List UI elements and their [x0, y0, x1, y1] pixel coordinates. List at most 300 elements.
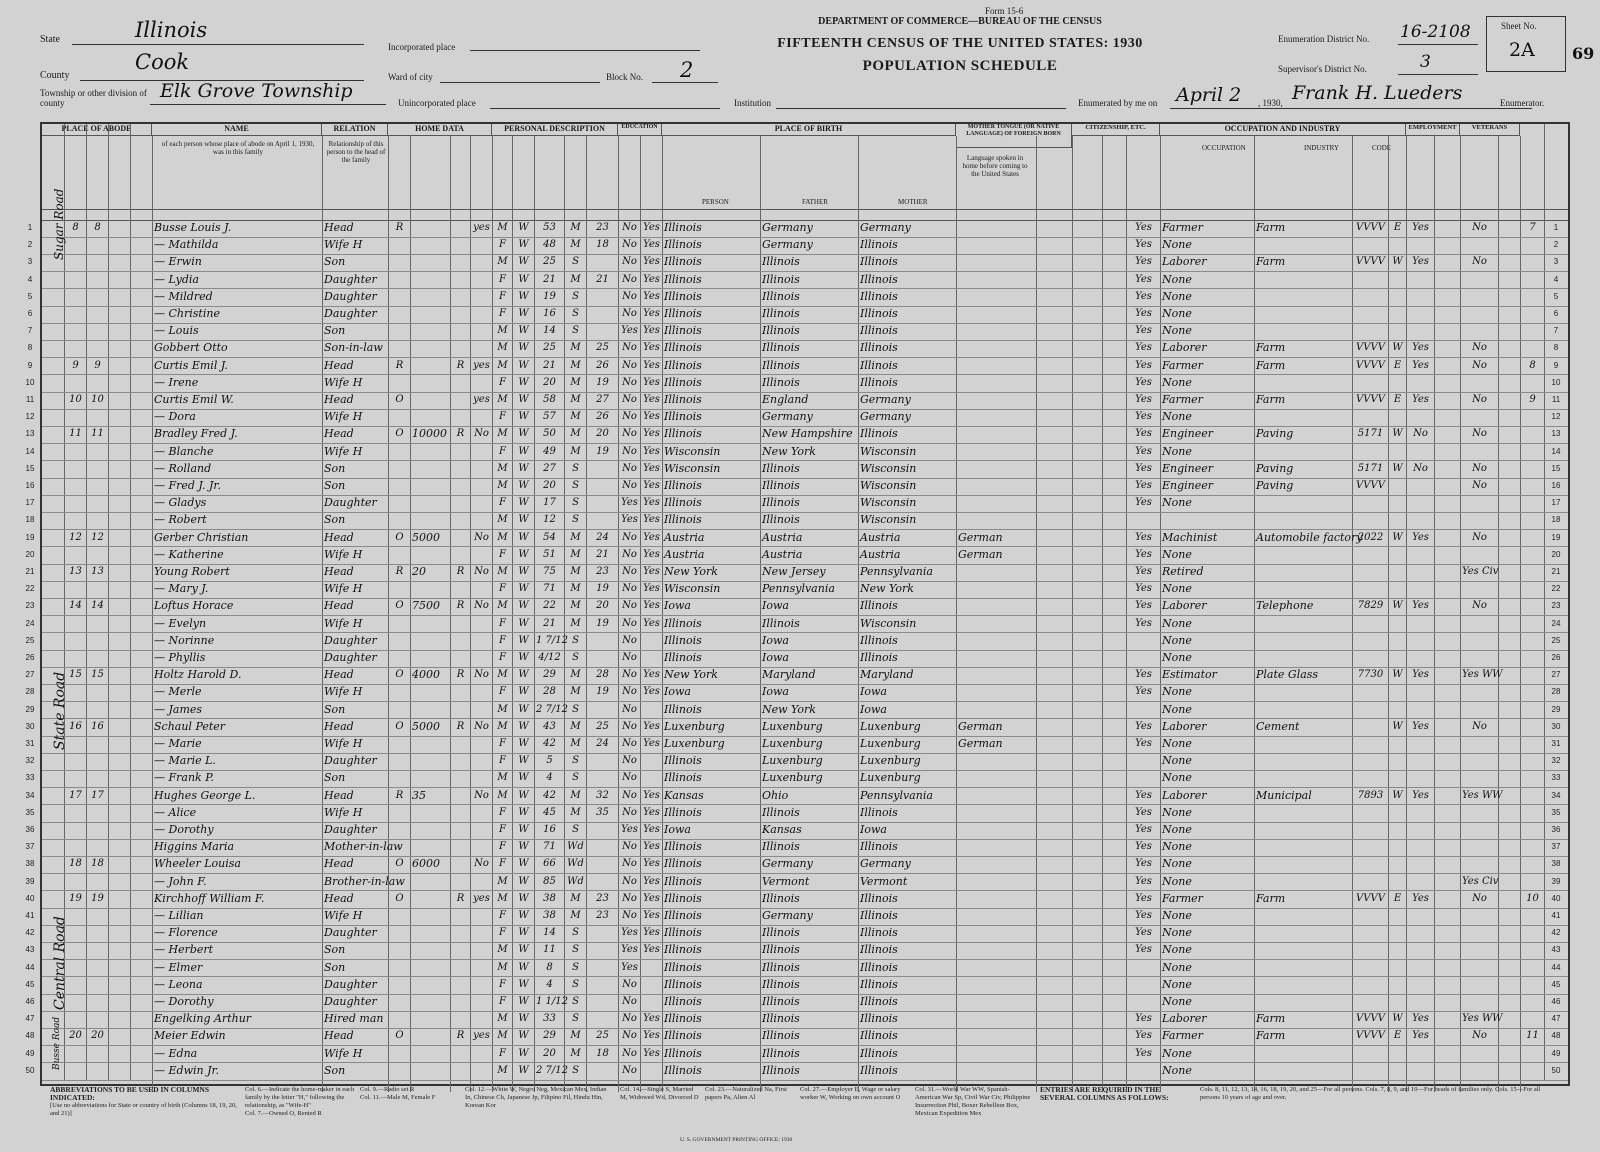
cell-radio — [452, 409, 469, 425]
cell-work: Yes — [1135, 531, 1152, 543]
cell-age-marr: 23 — [596, 222, 609, 233]
cell-radio — [452, 633, 469, 649]
cell-rel: Son — [324, 513, 346, 527]
cell-nf — [1522, 547, 1543, 563]
cell-cls — [1390, 994, 1405, 1010]
cell-birth: Wisconsin — [664, 461, 721, 475]
cell-dwelling — [66, 650, 85, 666]
cell-name: Gobbert Otto — [154, 341, 228, 355]
cell-value — [412, 1011, 449, 1027]
cell-sex: M — [497, 359, 508, 371]
cell-sex: F — [499, 806, 506, 818]
cell-cls: E — [1393, 359, 1402, 371]
cell-name: — Mary J. — [154, 582, 209, 596]
cell-tenure — [390, 925, 409, 941]
industry-header: INDUSTRY — [1304, 144, 1340, 152]
cell-marital: S — [572, 978, 579, 990]
cell-nf — [1522, 805, 1543, 821]
cell-name: Curtis Emil W. — [154, 393, 234, 406]
cell-sex: M — [497, 875, 508, 887]
cell-code — [1354, 1046, 1387, 1062]
cell-race: W — [518, 514, 529, 526]
cell-read: Yes — [643, 445, 660, 457]
cell-birth: Illinois — [664, 857, 702, 871]
cell-rel: Son — [324, 479, 346, 492]
cell-father: Illinois — [762, 926, 800, 940]
cell-mother: Iowa — [860, 823, 887, 836]
street-label-2: State Road — [52, 671, 68, 750]
cell-birth: Illinois — [664, 238, 702, 252]
cell-ind — [1256, 237, 1351, 253]
cell-mother: Vermont — [860, 874, 908, 888]
cell-race: W — [518, 325, 529, 337]
cell-family: 15 — [91, 669, 104, 681]
cell-tenure — [390, 581, 409, 597]
cell-race: W — [518, 600, 529, 612]
cell-sex: F — [499, 910, 506, 921]
line-number-left: 6 — [27, 309, 33, 318]
cell-mother: Wisconsin — [860, 513, 917, 527]
cell-age-marr: 19 — [596, 583, 609, 595]
cell-school: No — [622, 703, 637, 715]
cell-father: Luxenburg — [762, 737, 823, 750]
table-row — [25, 461, 1568, 479]
cell-school: Yes — [621, 514, 638, 526]
cell-code: 2022 — [1357, 531, 1384, 543]
cell-cls: W — [1392, 600, 1403, 612]
cell-occ: Laborer — [1162, 599, 1207, 613]
cell-code: 5171 — [1357, 428, 1384, 440]
cell-age: 4/12 — [538, 652, 561, 663]
cell-mother: Illinois — [860, 307, 898, 320]
cell-age: 29 — [543, 1030, 556, 1042]
cell-radio — [452, 874, 469, 890]
cell-birth: Kansas — [664, 788, 704, 802]
cell-age-marr: 32 — [596, 789, 609, 801]
cell-race: W — [518, 1013, 529, 1025]
cell-cls — [1390, 306, 1405, 322]
table-row — [25, 788, 1568, 806]
cell-age: 5 — [546, 755, 553, 767]
cell-name: — Mathilda — [154, 238, 219, 252]
cell-read: Yes — [643, 308, 660, 319]
cell-rel: Wife H — [324, 1046, 363, 1060]
cell-nf: 9 — [1529, 394, 1536, 405]
cell-dwelling — [66, 753, 85, 769]
cell-read: Yes — [643, 738, 660, 749]
cell-mother: Wisconsin — [860, 444, 917, 458]
cell-rel: Wife H — [324, 444, 363, 458]
cell-work: Yes — [1135, 910, 1152, 921]
cell-birth: Iowa — [664, 685, 691, 699]
line-number-right: 7 — [1553, 326, 1559, 336]
cell-vet: No — [1472, 531, 1487, 543]
cell-cls — [1390, 616, 1405, 632]
cell-race: W — [518, 617, 529, 629]
cell-school: No — [622, 892, 637, 904]
cell-value: 35 — [412, 788, 426, 802]
cell-tenure — [390, 770, 409, 786]
line-number-right: 29 — [1551, 704, 1561, 714]
line-number-right: 11 — [1551, 395, 1561, 404]
cell-age-marr: 18 — [596, 1047, 609, 1059]
group-education: EDUCATION — [618, 124, 662, 136]
cell-ind — [1256, 736, 1351, 752]
cell-marital: S — [572, 462, 579, 474]
cell-value — [412, 237, 449, 253]
cell-farm — [472, 925, 491, 941]
cell-family — [88, 633, 107, 649]
cell-occ: None — [1162, 943, 1192, 957]
cell-rel: Head — [324, 788, 354, 802]
cell-value — [412, 684, 449, 700]
cell-radio — [452, 1046, 469, 1062]
cell-rel: Son — [324, 771, 346, 785]
cell-cls — [1390, 977, 1405, 993]
cell-lang — [958, 323, 1035, 339]
cell-occ: None — [1162, 737, 1192, 750]
cell-code — [1354, 616, 1387, 632]
cell-read: Yes — [643, 548, 660, 560]
cell-tenure — [390, 340, 409, 356]
cell-nf — [1522, 856, 1543, 872]
cell-code: VVVV — [1356, 1013, 1385, 1025]
line-number-left: 43 — [25, 945, 35, 955]
cell-occ: Farmer — [1162, 1029, 1203, 1043]
cell-emp — [1408, 323, 1433, 339]
cell-age: 25 — [543, 342, 556, 354]
cell-name: — Dorothy — [154, 823, 214, 836]
cell-vet — [1462, 770, 1497, 786]
cell-work: Yes — [1135, 428, 1152, 440]
cell-dwelling — [66, 960, 85, 976]
table-row — [25, 581, 1568, 599]
table-row — [25, 736, 1568, 754]
cell-name: — Leona — [154, 977, 203, 991]
cell-vet — [1462, 547, 1497, 563]
cell-tenure: O — [395, 858, 404, 870]
cell-sex: M — [497, 1030, 508, 1042]
cell-value: 10000 — [412, 427, 447, 441]
cell-farm — [472, 736, 491, 752]
cell-code — [1354, 719, 1387, 735]
cell-vet: No — [1472, 600, 1487, 612]
cell-mother: Maryland — [860, 668, 914, 682]
table-row — [25, 530, 1568, 548]
line-number-right: 47 — [1551, 1014, 1561, 1024]
cell-work: Yes — [1135, 841, 1152, 853]
cell-vet — [1462, 650, 1497, 666]
cell-value: 5000 — [412, 719, 440, 733]
cell-ind — [1256, 839, 1351, 855]
line-number-left: 25 — [25, 635, 35, 645]
cell-father: Illinois — [762, 1012, 800, 1026]
cell-lang: German — [958, 737, 1003, 750]
group-citizenship: CITIZENSHIP, ETC. — [1072, 124, 1160, 136]
cell-sex: M — [497, 514, 508, 526]
cell-birth: Illinois — [664, 702, 702, 716]
cell-cls: E — [1393, 222, 1402, 233]
cell-emp — [1408, 770, 1433, 786]
cell-tenure — [390, 289, 409, 305]
cell-read: Yes — [643, 566, 660, 577]
cell-work: Yes — [1135, 308, 1152, 319]
cell-mother: Illinois — [860, 805, 898, 819]
table-row — [25, 805, 1568, 823]
cell-emp — [1408, 805, 1433, 821]
cell-ind — [1256, 1063, 1351, 1079]
line-number-right: 1 — [1553, 223, 1559, 232]
cell-work: Yes — [1135, 1013, 1152, 1025]
cell-value — [412, 1046, 449, 1062]
cell-age-marr: 26 — [596, 359, 609, 371]
line-number-left: 3 — [27, 257, 33, 267]
line-number-left: 18 — [25, 515, 35, 525]
cell-ind: Telephone — [1256, 599, 1314, 613]
cell-father: Illinois — [762, 995, 800, 1008]
cell-birth: Illinois — [664, 1012, 702, 1026]
cell-dwelling — [66, 908, 85, 924]
cell-dwelling — [66, 547, 85, 563]
cell-name: — Elmer — [154, 960, 203, 974]
line-number-left: 11 — [25, 395, 35, 404]
cell-tenure: R — [395, 359, 404, 371]
code-header: CODE — [1372, 144, 1392, 152]
line-number-right: 48 — [1551, 1031, 1561, 1041]
cell-school: No — [622, 858, 637, 870]
table-row — [25, 719, 1568, 737]
cell-lang — [958, 272, 1035, 288]
cell-code: 7730 — [1357, 669, 1384, 681]
state-label: State — [40, 34, 60, 45]
cell-marital: S — [572, 290, 579, 302]
cell-school: No — [622, 1064, 637, 1076]
cell-dwelling: 9 — [72, 359, 79, 371]
line-number-right: 42 — [1551, 928, 1561, 938]
cell-sex: F — [499, 978, 506, 990]
cell-lang — [958, 788, 1035, 804]
cell-lang — [958, 942, 1035, 958]
line-number-right: 25 — [1551, 635, 1561, 645]
cell-radio — [452, 392, 469, 408]
cell-race: W — [518, 686, 529, 698]
cell-mother: Illinois — [860, 840, 898, 854]
cell-farm — [472, 547, 491, 563]
cell-marital: S — [572, 514, 579, 526]
line-number-right: 19 — [1551, 532, 1561, 542]
cell-age-marr — [588, 874, 617, 890]
cell-tenure — [390, 839, 409, 855]
cell-father: Illinois — [762, 461, 800, 475]
cell-lang — [958, 805, 1035, 821]
cell-lang — [958, 461, 1035, 477]
cell-family — [88, 581, 107, 597]
cell-vet — [1462, 1063, 1497, 1079]
cell-nf — [1522, 272, 1543, 288]
cell-birth: Illinois — [664, 513, 702, 527]
cell-value — [412, 753, 449, 769]
footer-col6: Col. 6.—Indicate the home-maker in each family by the letter "H," following the relationship, as "Wife-H" — [245, 1086, 355, 1109]
cell-cls: W — [1392, 789, 1403, 801]
cell-value: 20 — [412, 565, 426, 578]
cell-read: Yes — [643, 858, 660, 870]
cell-radio — [452, 530, 469, 546]
cell-mother: Luxenburg — [860, 719, 921, 733]
cell-family — [88, 994, 107, 1010]
cell-read: Yes — [643, 720, 660, 732]
cell-age: 8 — [546, 961, 553, 973]
cell-radio: R — [456, 1030, 465, 1042]
cell-ind — [1256, 616, 1351, 632]
cell-radio — [452, 908, 469, 924]
cell-cls — [1390, 925, 1405, 941]
cell-nf — [1522, 512, 1543, 528]
cell-age: 20 — [543, 376, 556, 388]
cell-age-marr: 19 — [596, 686, 609, 698]
cell-read: Yes — [643, 497, 660, 509]
cell-vet — [1462, 856, 1497, 872]
cell-occ: None — [1162, 307, 1192, 320]
cell-tenure — [390, 375, 409, 391]
cell-occ: None — [1162, 874, 1192, 888]
group-veterans: VETERANS — [1460, 124, 1520, 136]
line-number-left: 33 — [25, 773, 35, 783]
line-number-right: 40 — [1551, 893, 1561, 903]
cell-family — [88, 1063, 107, 1079]
cell-marital: M — [570, 806, 581, 818]
cell-marital: S — [572, 1064, 579, 1076]
cell-race: W — [518, 411, 529, 423]
cell-name: — Katherine — [154, 547, 224, 561]
cell-lang — [958, 564, 1035, 580]
cell-cls: W — [1392, 462, 1403, 474]
cell-ind — [1256, 994, 1351, 1010]
cell-nf — [1522, 908, 1543, 924]
cell-school: No — [622, 531, 637, 543]
cell-emp: Yes — [1412, 394, 1429, 405]
cell-race: W — [518, 1030, 529, 1042]
cell-sex: M — [497, 394, 508, 405]
cell-nf — [1522, 598, 1543, 614]
cell-tenure — [390, 1046, 409, 1062]
cell-dwelling: 15 — [69, 669, 82, 681]
cell-school: No — [622, 222, 637, 233]
cell-farm: yes — [473, 892, 490, 904]
cell-radio — [452, 822, 469, 838]
table-row — [25, 392, 1568, 410]
cell-age: 19 — [543, 290, 556, 302]
cell-lang — [958, 839, 1035, 855]
cell-age-marr: 28 — [596, 669, 609, 681]
cell-occ: None — [1162, 651, 1192, 664]
cell-sex: F — [499, 686, 506, 698]
cell-vet — [1462, 375, 1497, 391]
cell-vet — [1462, 633, 1497, 649]
cell-occ: None — [1162, 685, 1192, 699]
cell-marital: M — [570, 669, 581, 681]
cell-mother: Illinois — [860, 272, 898, 286]
cell-farm — [472, 461, 491, 477]
table-row — [25, 633, 1568, 651]
cell-emp — [1408, 375, 1433, 391]
cell-lang — [958, 822, 1035, 838]
table-row — [25, 891, 1568, 909]
cell-work: Yes — [1135, 445, 1152, 457]
cell-father: Germany — [762, 238, 813, 252]
cell-age: 54 — [543, 531, 556, 543]
cell-rel: Wife H — [324, 737, 363, 750]
street-label-4: Busse Road — [52, 1016, 62, 1070]
cell-tenure — [390, 822, 409, 838]
cell-birth: Illinois — [664, 341, 702, 355]
cell-occ: None — [1162, 272, 1192, 286]
cell-marital: Wd — [567, 858, 584, 870]
cell-code: VVVV — [1356, 480, 1385, 491]
cell-dwelling — [66, 272, 85, 288]
cell-vet — [1462, 839, 1497, 855]
cell-school: No — [622, 617, 637, 629]
cell-mother: Pennsylvania — [860, 788, 933, 802]
cell-family: 13 — [91, 566, 104, 577]
schedule-title: POPULATION SCHEDULE — [862, 58, 1058, 74]
cell-farm — [472, 684, 491, 700]
cell-birth: Illinois — [664, 891, 702, 905]
cell-cls — [1390, 375, 1405, 391]
cell-radio: R — [456, 720, 465, 732]
cell-age-marr: 25 — [596, 342, 609, 354]
cell-sex: M — [497, 669, 508, 681]
cell-emp — [1408, 856, 1433, 872]
cell-read: Yes — [643, 222, 660, 233]
cell-value — [412, 358, 449, 374]
cell-race: W — [518, 669, 529, 681]
line-number-left: 39 — [25, 876, 35, 886]
cell-emp — [1408, 839, 1433, 855]
cell-school: No — [622, 806, 637, 818]
cell-vet: No — [1472, 428, 1487, 440]
cell-farm — [472, 444, 491, 460]
cell-age: 21 — [543, 617, 556, 629]
cell-school: Yes — [621, 497, 638, 509]
cell-marital: M — [570, 273, 581, 285]
cell-lang — [958, 220, 1035, 236]
population-table — [25, 122, 1570, 1086]
occupation-header: OCCUPATION — [1202, 144, 1246, 152]
cell-tenure: R — [395, 566, 404, 577]
cell-name: — Dorothy — [154, 995, 214, 1008]
cell-occ: Retired — [1162, 565, 1204, 578]
cell-rel: Wife H — [324, 616, 363, 630]
cell-occ: None — [1162, 633, 1192, 647]
table-row — [25, 1011, 1568, 1029]
entries-text: Cols. 8, 11, 12, 13, 14, 16, 18, 19, 20, and 25—For all persons. Cols. 7, 8, 9, and 10—For heads of families only. Cols. 15—For all persons 10 years of age and over. — [1200, 1086, 1541, 1101]
line-number-right: 10 — [1551, 377, 1561, 387]
cell-age: 22 — [543, 600, 556, 612]
cell-work: Yes — [1135, 720, 1152, 732]
cell-lang — [958, 702, 1035, 718]
cell-value: 6000 — [412, 857, 440, 871]
cell-farm: No — [474, 858, 489, 870]
cell-father: Illinois — [762, 977, 800, 991]
cell-father: Illinois — [762, 479, 800, 492]
cell-ind — [1256, 289, 1351, 305]
cell-rel: Daughter — [324, 272, 377, 286]
cell-sex: M — [497, 428, 508, 440]
cell-occ: Laborer — [1162, 341, 1207, 355]
cell-farm — [472, 908, 491, 924]
cell-vet — [1462, 616, 1497, 632]
cell-read: Yes — [643, 841, 660, 853]
